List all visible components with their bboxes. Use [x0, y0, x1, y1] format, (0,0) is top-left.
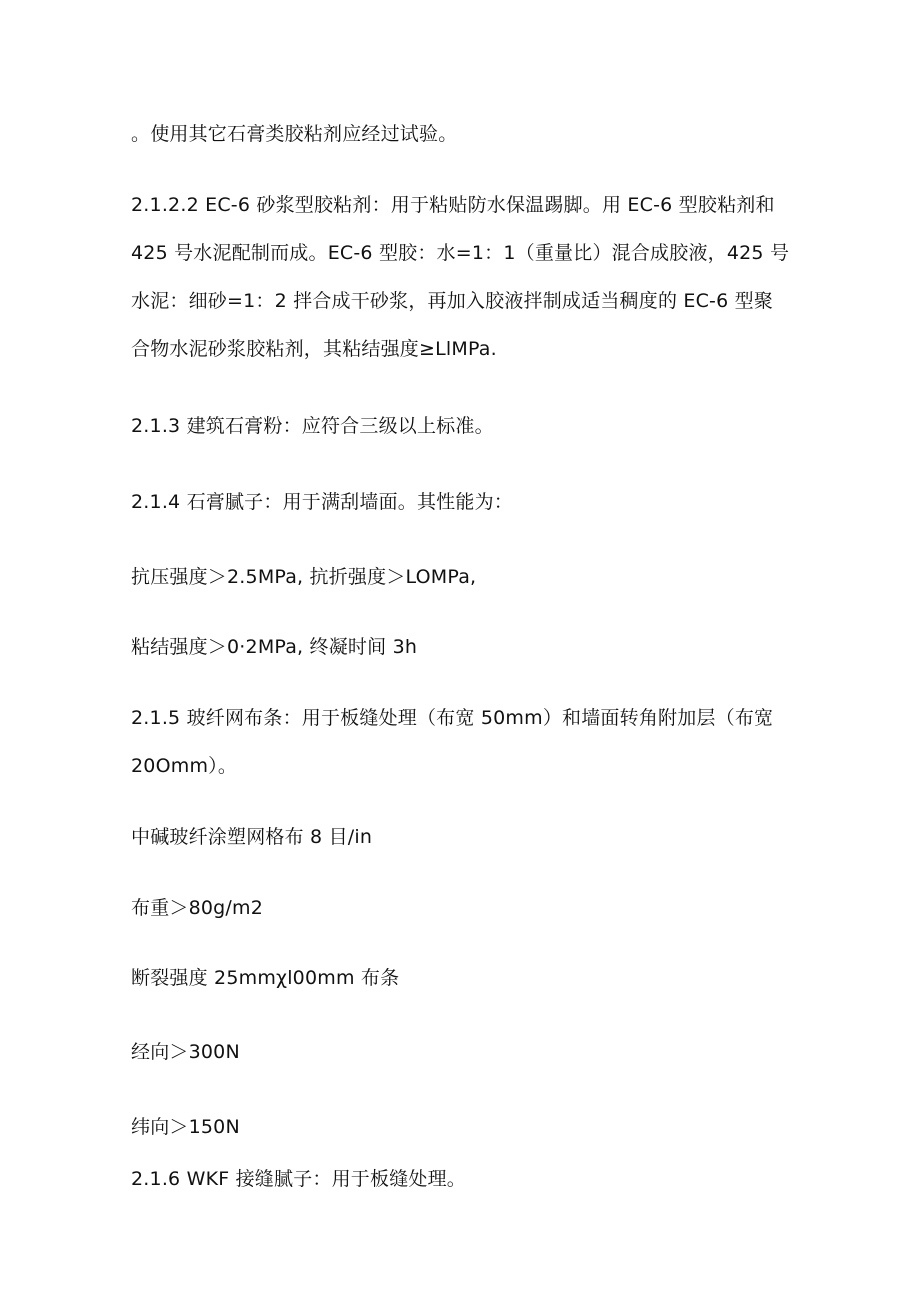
- property-line-1: 抗压强度＞2.5MPa, 抗折强度＞LOMPa,: [131, 566, 477, 588]
- section-2-1-6: 2.1.6 WKF 接缝腻子：用于板缝处理。: [131, 1168, 466, 1190]
- section-2-1-2-2-line-2: 425 号水泥配制而成。EC-6 型胶：水=1：1（重量比）混合成胶液，425 号: [131, 242, 790, 264]
- spec-line-mesh: 中碱玻纤涂塑网格布 8 目/in: [131, 826, 373, 848]
- section-2-1-5-line-1: 2.1.5 玻纤网布条：用于板缝处理（布宽 50mm）和墙面转角附加层（布宽: [131, 707, 774, 729]
- section-2-1-5-line-2: 20Omm）。: [131, 755, 238, 777]
- section-2-1-2-2-line-1: 2.1.2.2 EC-6 砂浆型胶粘剂：用于粘贴防水保温踢脚。用 EC-6 型胶粘剂和: [131, 194, 775, 216]
- section-2-1-2-2-line-4: 合物水泥砂浆胶粘剂，其粘结强度≥LlMPa.: [131, 338, 497, 360]
- spec-line-weight: 布重＞80g∕m2: [131, 897, 264, 919]
- section-2-1-2-2-line-3: 水泥：细砂=1：2 拌合成干砂浆，再加入胶液拌制成适当稠度的 EC-6 型聚: [131, 290, 774, 312]
- text-line-1: 。使用其它石膏类胶粘剂应经过试验。: [131, 123, 458, 145]
- spec-line-warp: 经向＞300N: [131, 1041, 240, 1063]
- property-line-2: 粘结强度＞0·2MPa, 终凝时间 3h: [131, 636, 418, 658]
- spec-line-weft: 纬向＞150N: [131, 1116, 240, 1138]
- section-2-1-3: 2.1.3 建筑石膏粉：应符合三级以上标准。: [131, 415, 494, 437]
- section-2-1-4: 2.1.4 石膏腻子：用于满刮墙面。其性能为：: [131, 491, 513, 513]
- spec-line-strength: 断裂强度 25mmχl00mm 布条: [131, 967, 400, 989]
